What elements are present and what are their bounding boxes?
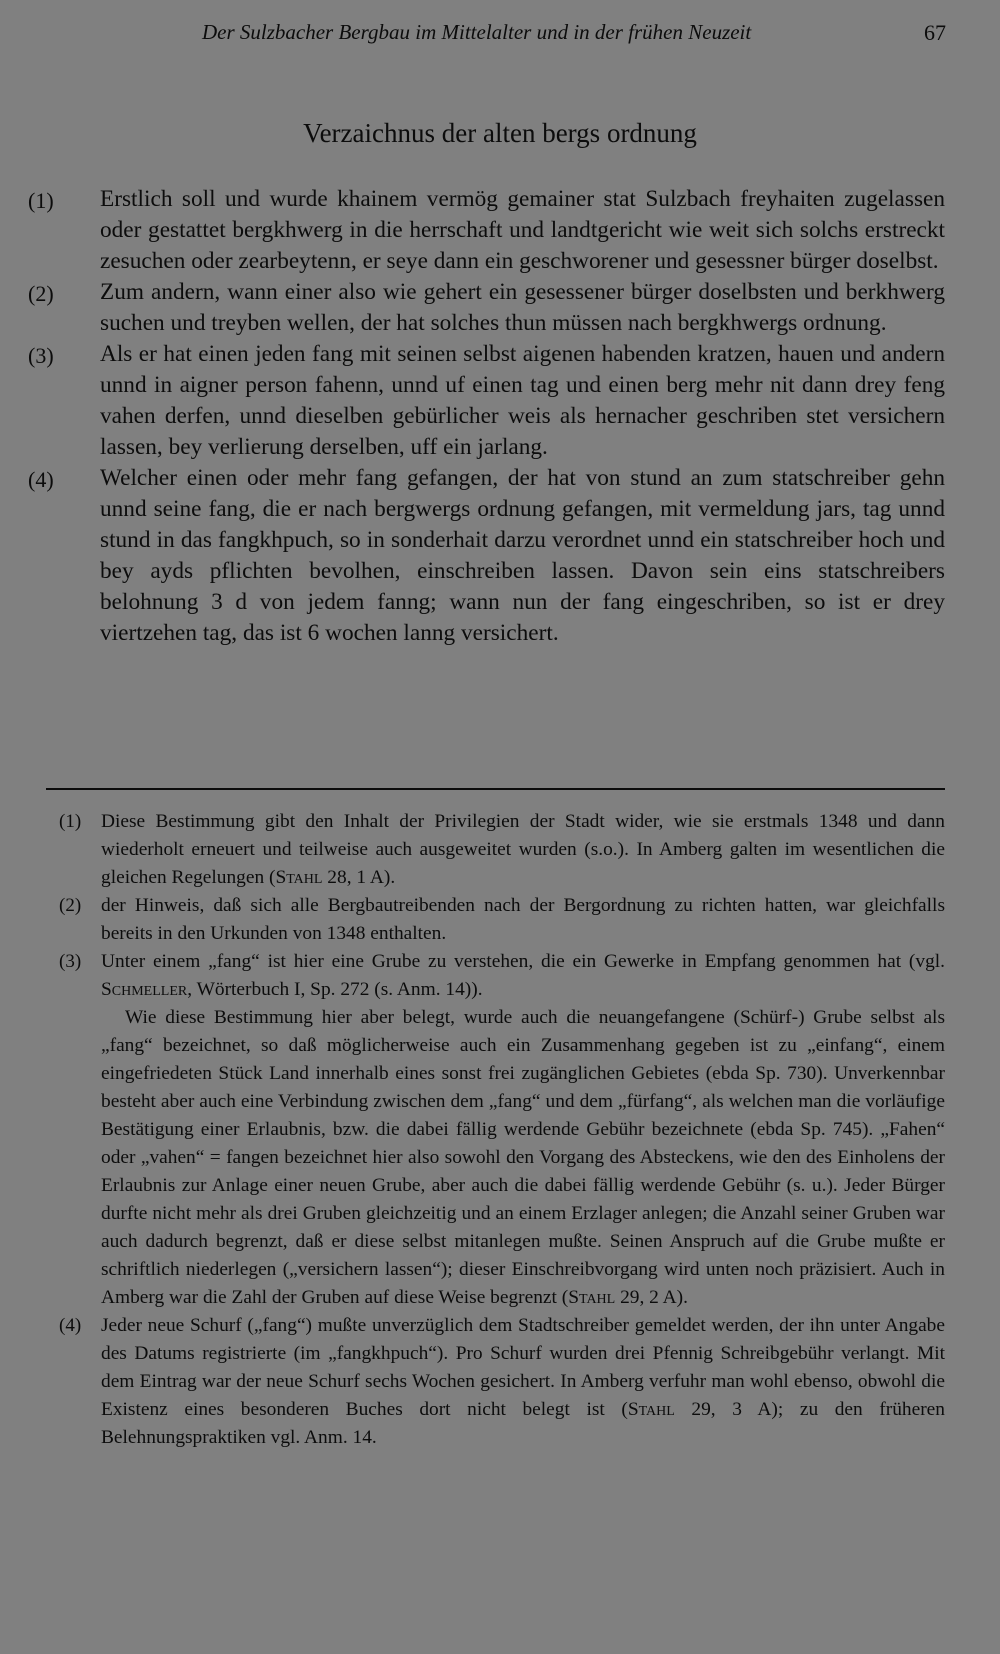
paragraph-4	[28, 463, 945, 649]
ordinance-text	[28, 184, 945, 649]
footnote-text: , Wörterbuch I, Sp. 272 (s. Anm. 14)).	[187, 979, 483, 1000]
footnote-text: 29, 3 A); zu den früheren Belehnungspraktiken vgl. Anm. 14.	[101, 1399, 945, 1448]
author-name: Stahl	[275, 867, 323, 888]
footnote-text: Unter einem „fang“ ist hier eine Grube zu verstehen, die ein Gewerke in Empfang genommen hat (vgl.	[101, 951, 945, 972]
footnote-text: 29, 2 A).	[615, 1287, 688, 1308]
footnote-number: (4)	[59, 1315, 82, 1336]
footnote-text: 28, 1 A).	[322, 867, 396, 888]
page-number: 67	[924, 20, 946, 45]
paragraph-3	[28, 339, 945, 463]
paragraph-number: (4)	[28, 467, 54, 492]
paragraph-number: (3)	[28, 343, 54, 368]
footnote-number: (1)	[59, 811, 82, 832]
footnote-number: (2)	[59, 895, 82, 916]
paragraph-text: Erstlich soll und wurde khainem vermög gemainer stat Sulzbach freyhaiten zugelassen oder gestattet bergkhwerg in die herrschaft und landtgericht wie weit sich solchs erstreckt zesuchen oder zearbeytenn, er seye dann ein geschworener und gesessner bürger doselbst.	[100, 186, 945, 274]
author-name: Stahl	[568, 1287, 616, 1308]
paragraph-number: (1)	[28, 188, 54, 213]
running-title: Der Sulzbacher Bergbau im Mittelalter und in der frühen Neuzeit	[202, 20, 752, 44]
footnote-divider	[46, 788, 945, 790]
footnotes	[59, 808, 945, 1452]
footnote-2	[59, 892, 945, 948]
footnote-3-continuation	[101, 1004, 945, 1312]
author-name: Schmeller	[101, 979, 188, 1000]
paragraph-text: Welcher einen oder mehr fang gefangen, der hat von stund an zum statschreiber gehn unnd seine fang, die er nach bergwergs ordnung gefangen, mit vermeldung jars, tag unnd stund in das fangkhpuch, so in sonderhait darzu verordnet unnd ein statschreiber hoch und bey ayds pflichten bevolhen, einschreiben lassen. Davon sein eins statschreibers belohnung 3 d von jedem fanng; wann nun der fang eingeschriben, so ist er drey viertzehen tag, das ist 6 wochen lanng versichert.	[100, 465, 945, 646]
footnote-1	[59, 808, 945, 892]
footnote-number: (3)	[59, 951, 82, 972]
section-title: Verzaichnus der alten bergs ordnung	[303, 118, 697, 148]
footnote-text: Diese Bestimmung gibt den Inhalt der Privilegien der Stadt wider, wie sie erstmals 1348 und dann wiederholt erneuert und teilweise auch ausgeweitet wurden (s.o.). In Amberg galten im wesentlichen die gleichen Regelungen (	[101, 811, 945, 888]
footnote-text: Wie diese Bestimmung hier aber belegt, wurde auch die neuangefangene (Schürf-) Grube selbst als „fang“ bezeichnet, so daß möglicherweise auch ein Zusammenhang gegeben ist zu „einfang“, einem eingefriedeten Stück Land innerhalb eines sonst frei zugänglichen Gebietes (ebda Sp. 730). Unverkennbar besteht aber auch eine Verbindung zwischen dem „fang“ und dem „fürfang“, als welchen man die vorläufige Bestätigung einer Erlaubnis, bzw. die dabei fällig werdende Gebühr bezeichnete (ebda Sp. 745). „Fahen“ oder „vahen“ = fangen bezeichnet hier also sowohl den Vorgang des Absteckens, wie den des Einholens der Erlaubnis zur Anlage einer neuen Grube, aber auch die dabei fällig werdende Gebühr (s. u.). Jeder Bürger durfte nicht mehr als drei Gruben gleichzeitig und an einem Erzlager anlegen; die Anzahl seiner Gruben war auch dadurch begrenzt, daß er diese selbst mitanlegen mußte. Seinen Anspruch auf die Grube mußte er schriftlich niederlegen („versichern lassen“); dieser Einschreibvorgang wird unten noch präzisiert. Auch in Amberg war die Zahl der Gruben auf diese Weise begrenzt (	[101, 1007, 945, 1308]
footnote-text: der Hinweis, daß sich alle Bergbautreibenden nach der Bergordnung zu richten hatten, war gleichfalls bereits in den Urkunden von 1348 enthalten.	[101, 895, 945, 944]
paragraph-2	[28, 277, 945, 339]
author-name: Stahl	[627, 1399, 675, 1420]
paragraph-number: (2)	[28, 281, 54, 306]
paragraph-text: Zum andern, wann einer also wie gehert ein gesessener bürger doselbsten und berkhwerg suchen und treyben wellen, der hat solches thun müssen nach bergkhwergs ordnung.	[100, 279, 945, 336]
footnote-text: Jeder neue Schurf („fang“) mußte unverzüglich dem Stadtschreiber gemeldet werden, der ihn unter Angabe des Datums registrierte (im „fangkhpuch“). Pro Schurf wurden drei Pfennig Schreibgebühr verlangt. Mit dem Eintrag war der neue Schurf sechs Wochen gesichert. In Amberg verfuhr man wohl ebenso, obwohl die Existenz eines besonderen Buches dort nicht belegt ist (	[101, 1315, 945, 1420]
footnote-3	[59, 948, 945, 1004]
paragraph-text: Als er hat einen jeden fang mit seinen selbst aigenen habenden kratzen, hauen und andern unnd in aigner person fahenn, unnd uf einen tag und einen berg mehr nit dann drey feng vahen derfen, unnd dieselben gebürlicher weis als hernacher geschriben stet versichern lassen, bey verlierung derselben, uff ein jarlang.	[100, 341, 945, 460]
footnote-4	[59, 1312, 945, 1452]
paragraph-1	[28, 184, 945, 277]
